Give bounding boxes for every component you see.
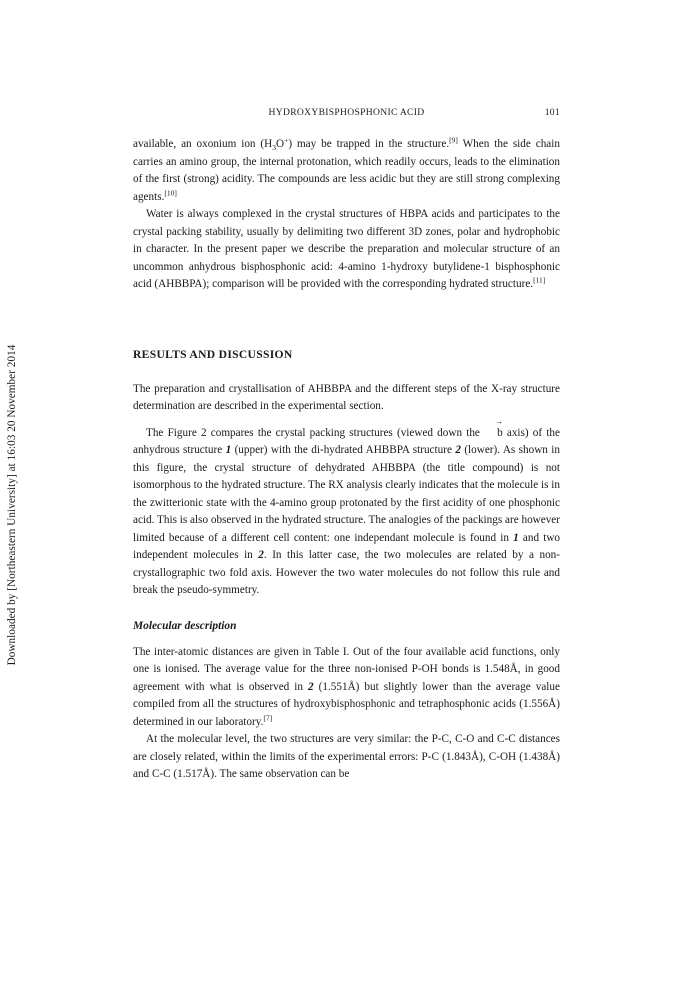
citation: [9] — [449, 135, 458, 145]
text-run: and two independent molecules in — [133, 531, 560, 561]
section-heading-results: RESULTS AND DISCUSSION — [133, 347, 293, 361]
text-run: (upper) with the di-hydrated AHBBPA structure — [231, 444, 456, 456]
text-run: When the side chain carries an amino group, the internal protonation, which readily occurs, leads to the elimination of the first (strong) acidity. The compounds are less acidic but they are still strong complexing agents. — [133, 138, 560, 203]
structure-ref: 2 — [258, 549, 264, 561]
structure-ref: 1 — [225, 444, 232, 456]
page-number: 101 — [544, 107, 560, 118]
text-run: O — [276, 138, 285, 150]
results-paragraph-1: The preparation and crystallisation of AHBBPA and the different steps of the X-ray structure determination are described in the experimental section. — [133, 382, 560, 412]
molecular-paragraph-1 — [133, 644, 560, 732]
citation: [7] — [263, 712, 273, 722]
citation: [10] — [164, 187, 177, 197]
subsection-heading-molecular: Molecular description — [133, 619, 237, 632]
structure-ref: 1 — [513, 531, 519, 544]
text-run: The Figure 2 compares the crystal packing structures (viewed down the — [146, 426, 485, 439]
text-run: (lower). As shown in this figure, the crystal structure of dehydrated AHBBPA (the title compound) is not isomorphous to the hydrated structure. The RX analysis clearly indicates that the molecule is in the zwitterionic state with the 4-amino group protonated by the first acidity of one phosphonic acid. This is also observed in the hydrated structure. The analogies of the packings are however limited because of a different cell content: one independant molecule is found in — [133, 444, 561, 544]
superscript: + — [284, 135, 289, 145]
text-run: ) may be trapped in the structure. — [288, 138, 450, 150]
structure-ref: 2 — [455, 444, 461, 456]
subscript: 3 — [272, 143, 276, 153]
vector-b-axis: → b — [484, 425, 503, 443]
running-title: HYDROXYBISPHOSPHONIC ACID — [268, 107, 425, 118]
structure-ref: 2 — [308, 680, 314, 693]
text-run: axis) of the anhydrous structure — [133, 426, 560, 456]
intro-paragraph-1 — [133, 136, 560, 206]
running-header — [133, 107, 560, 121]
text-run: The inter-atomic distances are given in Table I. Out of the four available acid functions, only one is ionised. The average value for the three non-ionised P-OH bonds is 1.548Å, in good agreement with what is observed in — [133, 645, 560, 693]
text-run: . In this latter case, the two molecules are related by a non-crystallographic two fold axis. However the two water molecules do not follow this rule and break the pseudo-symmetry. — [133, 549, 560, 596]
molecular-paragraph-2: At the molecular level, the two structures are very similar: the P-C, C-O and C-C distances are closely related, within the limits of the experimental errors: P-C (1.843Å), C-OH (1.438Å) and C-C (1.517Å). The same observation can be — [133, 733, 560, 780]
text-run: available, an oxonium ion (H — [133, 138, 273, 150]
citation: [11] — [533, 275, 546, 285]
text-run: Water is always complexed in the crystal structures of HBPA acids and participates to the crystal packing stability, usually by delimiting two different 3D zones, polar and hydrophobic in character. In the present paper we describe the preparation and molecular structure of an uncommon anhydrous bisphosphonic acid: 4-amino 1-hydroxy butylidene-1 bisphosphonic acid (AHBBPA); comparison will be provided with the corresponding hydrated structure. — [133, 208, 560, 290]
results-paragraph-2 — [133, 425, 560, 600]
text-run: (1.551Å) but slightly lower than the average value compiled from all the structures of hydroxybisphosphonic and tetraphosphonic acids (1.556Å) determined in our laboratory. — [133, 680, 560, 728]
download-watermark-text: Downloaded by [Northeastern University] at 16:03 20 November 2014 — [6, 344, 18, 666]
main-text-column — [133, 136, 560, 784]
intro-paragraph-2 — [133, 206, 560, 294]
